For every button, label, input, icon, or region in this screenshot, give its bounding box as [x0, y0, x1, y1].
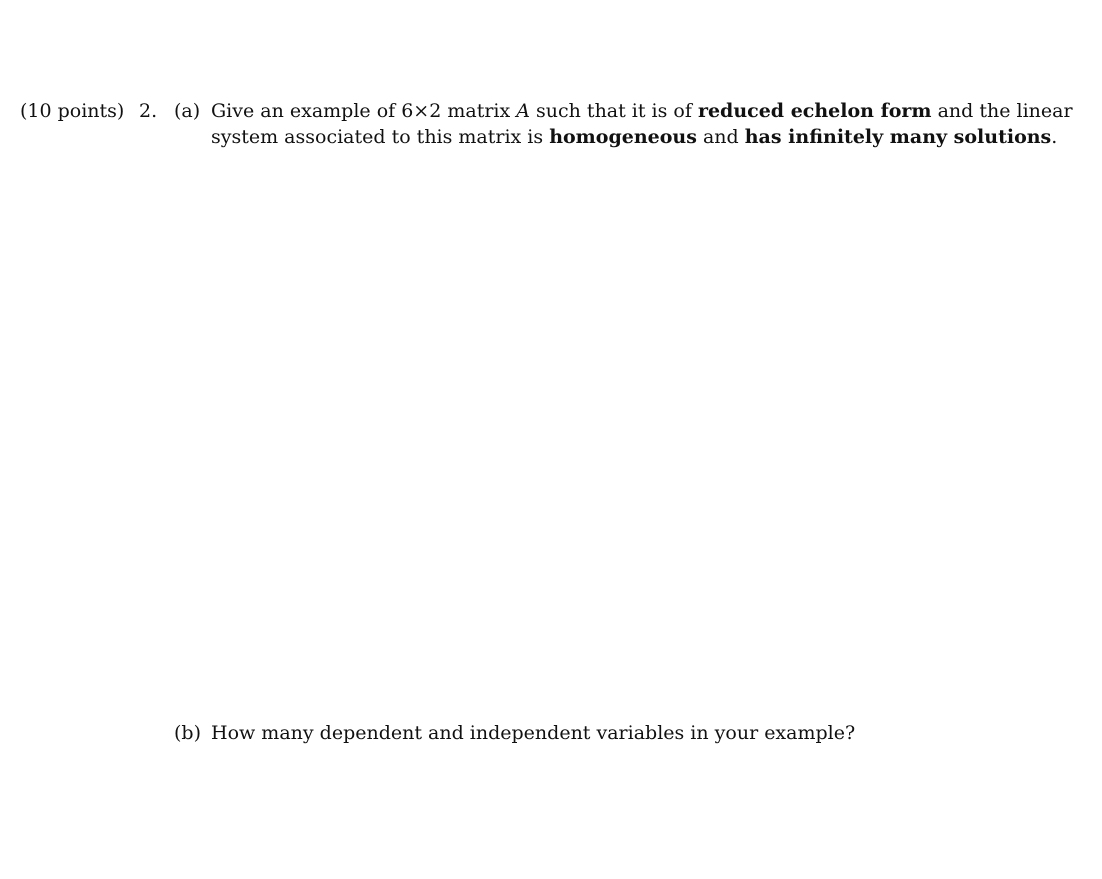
- part-a-text-3: and the linear: [931, 100, 1073, 122]
- part-a-text-1: Give an example of 6×2 matrix: [211, 100, 517, 122]
- part-a-label: (a): [174, 100, 201, 122]
- part-a-line-2: [211, 124, 1057, 150]
- part-a-text-6: .: [1051, 126, 1058, 148]
- part-b-text: How many dependent and independent variables in your example?: [211, 722, 856, 744]
- matrix-variable: A: [516, 100, 530, 122]
- points-label: (10 points): [20, 100, 125, 122]
- bold-reduced-echelon-form: reduced echelon form: [697, 100, 932, 122]
- bold-infinitely-many-solutions: has infinitely many solutions: [744, 126, 1052, 148]
- part-a-line-1: [211, 98, 1073, 124]
- bold-homogeneous: homogeneous: [549, 126, 697, 148]
- part-b-label: (b): [174, 722, 201, 744]
- part-a-text-5: and: [696, 126, 745, 148]
- part-a-text-2: such that it is of: [529, 100, 698, 122]
- part-a-text-4: system associated to this matrix is: [211, 126, 550, 148]
- question-number: 2.: [139, 100, 158, 122]
